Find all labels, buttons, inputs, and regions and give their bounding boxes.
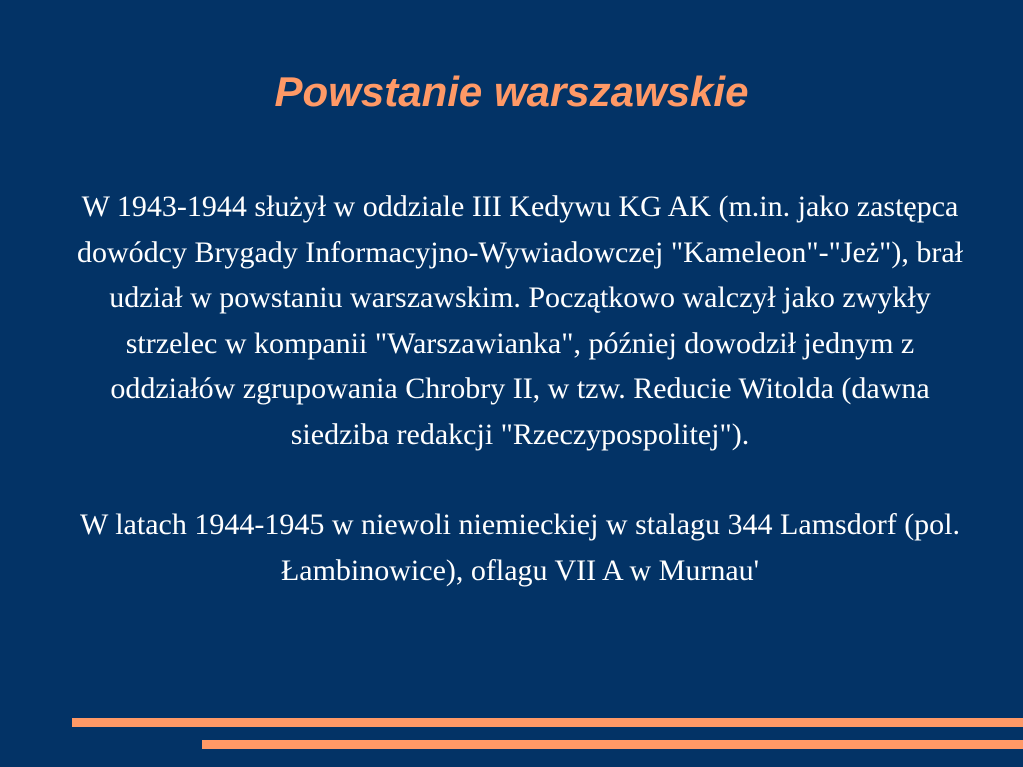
- paragraph-uprising: W 1943-1944 służył w oddziale III Kedywu KG AK (m.in. jako zastępca dowódcy Brygady Informacyjno-Wywiadowczej "Kameleon"-"Jeż"), brał udział w powstaniu warszawskim. Początkowo walczył jako zwykły strzelec w kompanii "Warszawianka", później dowodził jednym z oddziałów zgrupowania Chrobry II, w tzw. Reducie Witolda (dawna siedziba redakcji "Rzeczypospolitej").: [76, 190, 964, 451]
- decorative-rule-upper: [72, 718, 1023, 727]
- paragraph-captivity: W latach 1944-1945 w niewoli niemieckiej w stalagu 344 Lamsdorf (pol. Łambinowice), oflagu VII A w Murnau': [79, 508, 961, 587]
- decorative-rule-lower: [202, 740, 1023, 749]
- slide-body: [60, 184, 980, 593]
- slide-title: Powstanie warszawskie: [274, 68, 749, 115]
